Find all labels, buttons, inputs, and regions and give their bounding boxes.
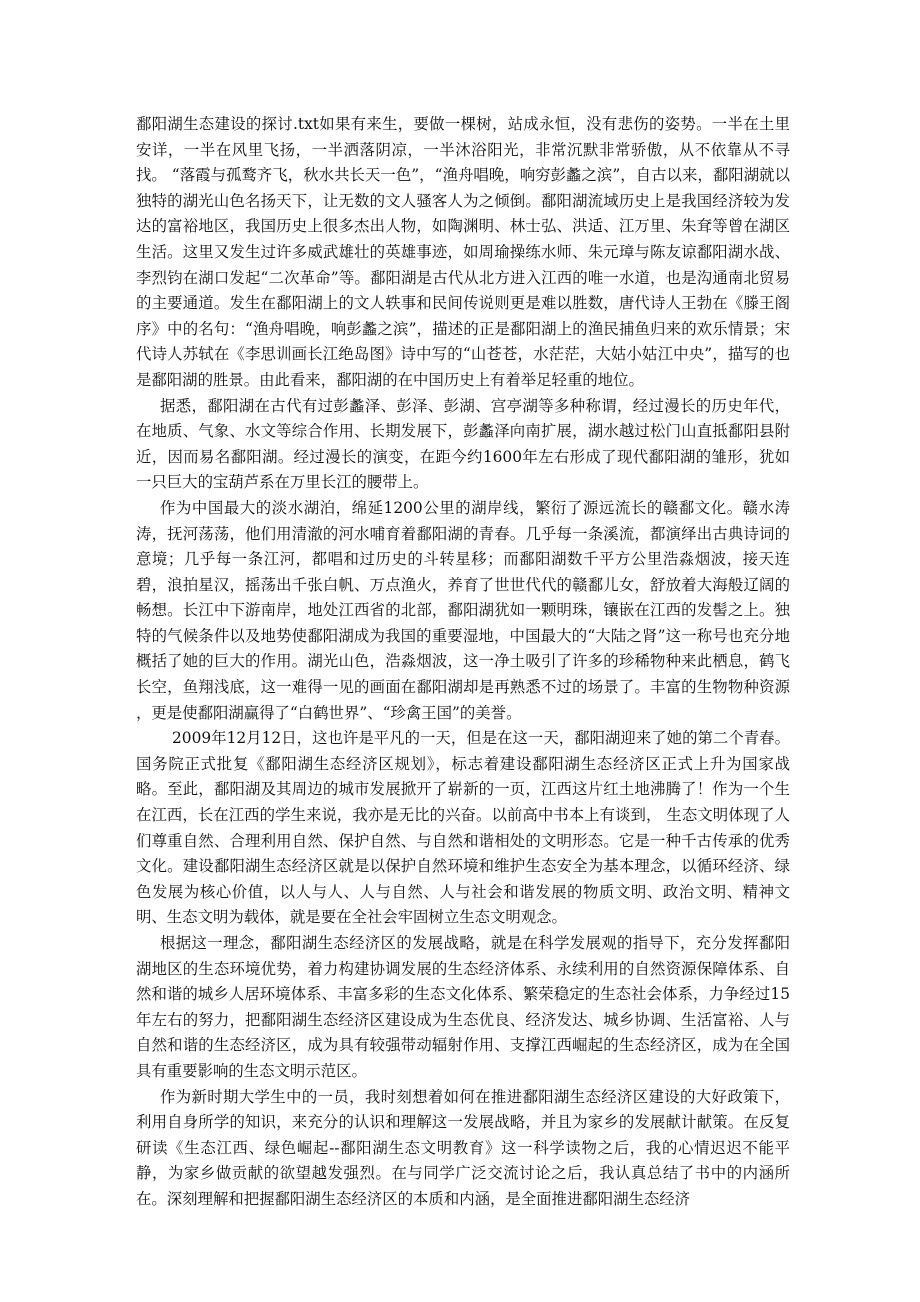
paragraph-history: 据悉，鄱阳湖在古代有过彭蠡泽、彭泽、彭湖、宫亭湖等多种称谓，经过漫长的历史年代，在地质、气象、水文等综合作用、长期发展下，彭蠡泽向南扩展，湖水越过松门山直抵鄱阳县附近，因而易名鄱阳湖。经过漫长的演变，在距今约1600年左右形成了现代鄱阳湖的雏形，犹如一只巨大的宝葫芦系在万里长江的腰带上。 [136, 396, 790, 492]
paragraph-development-strategy: 根据这一理念，鄱阳湖生态经济区的发展战略，就是在科学发展观的指导下，充分发挥鄱阳湖地区的生态环境优势，着力构建协调发展的生态经济体系、永续利用的自然资源保障体系、自然和谐的城乡人居环境体系、丰富多彩的生态文化体系、繁荣稳定的生态社会体系，力争经过15年左右的努力，把鄱阳湖生态经济区建设成为生态优良、经济发达、城乡协调、生活富裕、人与自然和谐的生态经济区，成为具有较强带动辐射作用、支撑江西崛起的生态经济区，成为在全国具有重要影响的生态文明示范区。 [136, 934, 790, 1080]
document-body [136, 112, 790, 1213]
paragraph-lake-culture: 作为中国最大的淡水湖泊，绵延1200公里的湖岸线，繁衍了源远流长的赣鄱文化。赣水涛涛，抚河荡荡，他们用清澈的河水哺育着鄱阳湖的青春。几乎每一条溪流，都演绎出古典诗词的意境；几乎每一条江河，都唱和过历史的斗转星移；而鄱阳湖数千平方公里浩淼烟波，接天连碧，浪拍星汉，摇荡出千张白帆、万点渔火，养育了世世代代的赣鄱儿女，舒放着大海般辽阔的畅想。长江中下游南岸，地处江西省的北部，鄱阳湖犹如一颗明珠，镶嵌在江西的发髻之上。独特的气候条件以及地势使鄱阳湖成为我国的重要湿地，中国最大的“大陆之肾”这一称号也充分地概括了她的巨大的作用。湖光山色，浩淼烟波，这一净土吸引了许多的珍稀物种来此栖息，鹤飞长空，鱼翔浅底，这一难得一见的画面在鄱阳湖却是再熟悉不过的场景了。丰富的生物物种资源 ，更是使鄱阳湖赢得了“白鹤世界”、“珍禽王国”的美誉。 [136, 498, 790, 722]
paragraph-intro: 鄱阳湖生态建设的探讨.txt如果有来生，要做一棵树，站成永恒，没有悲伤的姿势。一半在土里安详，一半在风里飞扬，一半洒落阴凉，一半沐浴阳光，非常沉默非常骄傲，从不依靠从不寻找。 “落霞与孤鹜齐飞，秋水共长天一色”，“渔舟唱晚，响穷彭蠡之滨”，自古以来，鄱阳湖就以独特的湖光山色名扬天下，让无数的文人骚客人为之倾倒。鄱阳湖流域历史上是我国经济较为发达的富裕地区，我国历史上很多杰出人物，如陶渊明、林士弘、洪适、江万里、朱耷等曾在湖区生活。这里又发生过许多威武雄壮的英雄事迹，如周瑜操练水师、朱元璋与陈友谅鄱阳湖水战、李烈钧在湖口发起“二次革命”等。鄱阳湖是古代从北方进入江西的唯一水道，也是沟通南北贸易的主要通道。发生在鄱阳湖上的文人轶事和民间传说则更是难以胜数，唐代诗人王勃在《滕王阁序》中的名句：“渔舟唱晚，响彭蠡之滨”，描述的正是鄱阳湖上的渔民捕鱼归来的欢乐情景；宋代诗人苏轼在《李思训画长江绝岛图》诗中写的“山苍苍，水茫茫，大姑小姑江中央”，描写的也是鄱阳湖的胜景。由此看来，鄱阳湖的在中国历史上有着举足轻重的地位。 [136, 115, 790, 389]
paragraph-student-reflection: 作为新时期大学生中的一员，我时刻想着如何在推进鄱阳湖生态经济区建设的大好政策下，利用自身所学的知识，来充分的认识和理解这一发展战略，并且为家乡的发展献计献策。在反复研读《生态江西、绿色崛起--鄱阳湖生态文明教育》这一科学读物之后，我的心情迟迟不能平静，为家乡做贡献的欲望越发强烈。在与同学广泛交流讨论之后，我认真总结了书中的内涵所在。深刻理解和把握鄱阳湖生态经济区的本质和内涵，是全面推进鄱阳湖生态经济 [136, 1087, 790, 1208]
paragraph-2009-approval: 2009年12月12日，这也许是平凡的一天，但是在这一天，鄱阳湖迎来了她的第二个青春。国务院正式批复《鄱阳湖生态经济区规划》，标志着建设鄱阳湖生态经济区正式上升为国家战略。至此，鄱阳湖及其周边的城市发展掀开了崭新的一页，江西这片红土地沸腾了！作为一个生在江西，长在江西的学生来说，我亦是无比的兴奋。以前高中书本上有谈到， 生态文明体现了人们尊重自然、合理利用自然、保护自然、与自然和谐相处的文明形态。它是一种千古传承的优秀文化。建设鄱阳湖生态经济区就是以保护自然环境和维护生态安全为基本理念，以循环经济、绿色发展为核心价值，以人与人、人与自然、人与社会和谐发展的物质文明、政治文明、精神文明、生态文明为载体，就是要在全社会牢固树立生态文明观念。 [136, 729, 790, 927]
